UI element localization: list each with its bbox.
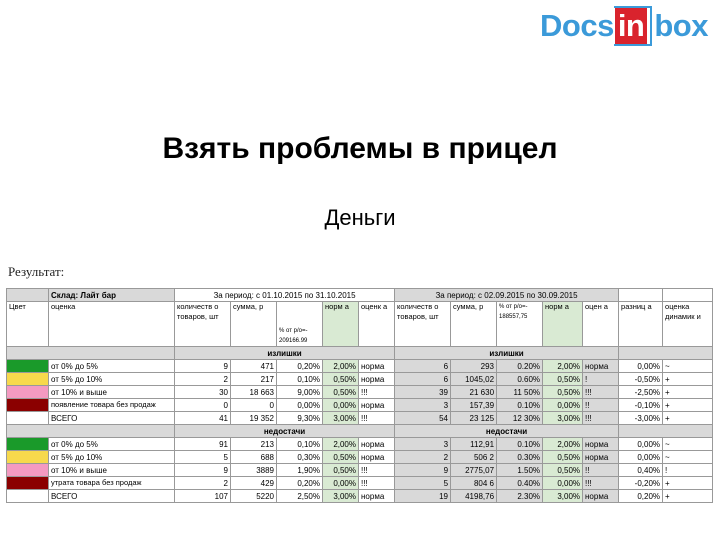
table-row: [7, 477, 713, 490]
qty-period2: 19: [395, 490, 451, 503]
sum-period2: 23 125: [451, 412, 497, 425]
surplus-rows: [7, 360, 713, 425]
rating-period1: норма: [359, 399, 395, 412]
logo-box: box: [654, 8, 708, 43]
sum-period2: 112,91: [451, 438, 497, 451]
pct-period1: 9,30%: [277, 412, 323, 425]
row-label: от 10% и выше: [49, 464, 175, 477]
rating-period2: !!!: [583, 412, 619, 425]
norm-period2: 2,00%: [543, 360, 583, 373]
rating-period2: норма: [583, 360, 619, 373]
period1-label: За период: с 01.10.2015 по 31.10.2015: [175, 289, 395, 302]
sum-period2: 293: [451, 360, 497, 373]
qty-period2: 54: [395, 412, 451, 425]
diff-value: -2,50%: [619, 386, 663, 399]
section-surplus-row: [7, 347, 713, 360]
swatch-fill: [7, 386, 48, 398]
col-rate2-header: оцен а: [583, 302, 619, 347]
rating-period2: !!: [583, 399, 619, 412]
norm-period1: 0,50%: [323, 451, 359, 464]
dynamics-rating: +: [663, 386, 713, 399]
col-norm1-header: норм а: [323, 302, 359, 347]
dynamics-rating: +: [663, 412, 713, 425]
diff-value: 0,00%: [619, 360, 663, 373]
norm-period1: 0,00%: [323, 399, 359, 412]
pct-period1: 1,90%: [277, 464, 323, 477]
rating-period2: норма: [583, 438, 619, 451]
dynamics-rating: +: [663, 373, 713, 386]
col-color-header: Цвет: [7, 302, 49, 347]
row-label: от 0% до 5%: [49, 360, 175, 373]
report-table: [6, 288, 713, 503]
sum-period1: 688: [231, 451, 277, 464]
col-rating-header: оценка: [49, 302, 175, 347]
qty-period1: 41: [175, 412, 231, 425]
dynamics-rating: !: [663, 464, 713, 477]
color-swatch: [7, 477, 49, 490]
slide-subtitle: Деньги: [324, 205, 396, 230]
swatch-fill: [7, 399, 48, 411]
norm-period2: 0,00%: [543, 477, 583, 490]
table-row: [7, 490, 713, 503]
qty-period2: 3: [395, 438, 451, 451]
period2-label: За период: с 02.09.2015 по 30.09.2015: [395, 289, 619, 302]
dynamics-rating: ~: [663, 360, 713, 373]
pct-period1: 0,10%: [277, 438, 323, 451]
col-dyn-header: оценка динамик и: [663, 302, 713, 347]
sum-period1: 5220: [231, 490, 277, 503]
col-rate1-header: оценк а: [359, 302, 395, 347]
table-row: [7, 451, 713, 464]
sum-period1: 0: [231, 399, 277, 412]
sum-period1: 471: [231, 360, 277, 373]
rating-period2: !: [583, 373, 619, 386]
rating-period1: норма: [359, 451, 395, 464]
norm-period1: 0,50%: [323, 373, 359, 386]
qty-period1: 30: [175, 386, 231, 399]
qty-period2: 39: [395, 386, 451, 399]
norm-period1: 2,00%: [323, 438, 359, 451]
header-blank-dyn: [663, 289, 713, 302]
norm-period1: 2,00%: [323, 360, 359, 373]
color-swatch: [7, 438, 49, 451]
sum-period1: 213: [231, 438, 277, 451]
norm-period2: 2,00%: [543, 438, 583, 451]
dynamics-rating: ~: [663, 451, 713, 464]
pct-period2: 0.10%: [497, 438, 543, 451]
pct-period2: 0.20%: [497, 360, 543, 373]
section-blank: [7, 425, 175, 438]
sum-period2: 21 630: [451, 386, 497, 399]
norm-period1: 0,50%: [323, 464, 359, 477]
pct-period2: 0.10%: [497, 399, 543, 412]
qty-period1: 0: [175, 399, 231, 412]
diff-value: -0,10%: [619, 399, 663, 412]
norm-period2: 0,00%: [543, 399, 583, 412]
qty-period1: 9: [175, 464, 231, 477]
diff-value: -0,20%: [619, 477, 663, 490]
sum-period2: 4198,76: [451, 490, 497, 503]
norm-period2: 0,50%: [543, 373, 583, 386]
norm-period2: 0,50%: [543, 451, 583, 464]
pct-period2: 2.30%: [497, 490, 543, 503]
section-blank: [7, 347, 175, 360]
col-qty2-header: количеств о товаров, шт: [395, 302, 451, 347]
table-row: [7, 438, 713, 451]
row-label: от 5% до 10%: [49, 373, 175, 386]
norm-period1: 0,50%: [323, 386, 359, 399]
col-diff-header: разниц а: [619, 302, 663, 347]
table-row: [7, 373, 713, 386]
diff-value: 0,20%: [619, 490, 663, 503]
diff-value: 0,00%: [619, 438, 663, 451]
row-label: от 5% до 10%: [49, 451, 175, 464]
table-row: [7, 399, 713, 412]
row-label: появление товара без продаж: [49, 399, 175, 412]
rating-period2: !!: [583, 464, 619, 477]
sum-period2: 506 2: [451, 451, 497, 464]
section-blank-right: [619, 425, 713, 438]
qty-period2: 5: [395, 477, 451, 490]
pct-period1: 0,20%: [277, 477, 323, 490]
pct-period1: 0,30%: [277, 451, 323, 464]
pct-period1: 0,10%: [277, 373, 323, 386]
swatch-fill: [7, 464, 48, 476]
norm-period1: 3,00%: [323, 412, 359, 425]
sum-period2: 2775,07: [451, 464, 497, 477]
dynamics-rating: +: [663, 399, 713, 412]
sum-period2: 1045,02: [451, 373, 497, 386]
section-shortage-label-2: недостачи: [395, 425, 619, 438]
docsinbox-logo: [540, 6, 708, 46]
norm-period1: 3,00%: [323, 490, 359, 503]
qty-period2: 9: [395, 464, 451, 477]
section-blank-right: [619, 347, 713, 360]
qty-period1: 107: [175, 490, 231, 503]
col-sum1-header: сумма, р: [231, 302, 277, 347]
rating-period1: !!!: [359, 477, 395, 490]
section-surplus-label-2: излишки: [395, 347, 619, 360]
row-label: от 10% и выше: [49, 386, 175, 399]
norm-period1: 0,00%: [323, 477, 359, 490]
table-row: [7, 464, 713, 477]
section-shortage-row: [7, 425, 713, 438]
col-pct2-header: % от р/о=- 188557,75: [497, 302, 543, 347]
qty-period2: 3: [395, 399, 451, 412]
norm-period2: 3,00%: [543, 490, 583, 503]
color-swatch: [7, 464, 49, 477]
pct-period2: 1.50%: [497, 464, 543, 477]
dynamics-rating: ~: [663, 438, 713, 451]
rating-period1: !!!: [359, 386, 395, 399]
swatch-fill: [7, 477, 48, 489]
sum-period2: 157,39: [451, 399, 497, 412]
sum-period1: 18 663: [231, 386, 277, 399]
qty-period1: 9: [175, 360, 231, 373]
color-swatch: [7, 360, 49, 373]
table-row: [7, 386, 713, 399]
row-label: ВСЕГО: [49, 490, 175, 503]
rating-period1: норма: [359, 438, 395, 451]
slide-title: Взять проблемы в прицел: [162, 132, 558, 165]
dynamics-rating: +: [663, 477, 713, 490]
logo-in: in: [615, 8, 648, 44]
rating-period1: норма: [359, 373, 395, 386]
color-swatch: [7, 373, 49, 386]
result-label: Результат:: [8, 264, 65, 279]
color-swatch: [7, 412, 49, 425]
swatch-fill: [7, 373, 48, 385]
color-swatch: [7, 386, 49, 399]
sum-period1: 3889: [231, 464, 277, 477]
dynamics-rating: +: [663, 490, 713, 503]
row-label: утрата товара без продаж: [49, 477, 175, 490]
color-swatch: [7, 490, 49, 503]
rating-period1: !!!: [359, 464, 395, 477]
logo-in-frame: [614, 6, 653, 46]
diff-value: 0,00%: [619, 451, 663, 464]
table-row: [7, 412, 713, 425]
logo-docs: Docs: [540, 8, 614, 43]
pct-period2: 0.40%: [497, 477, 543, 490]
swatch-fill: [7, 451, 48, 463]
rating-period2: норма: [583, 451, 619, 464]
pct-period1: 0,00%: [277, 399, 323, 412]
qty-period1: 5: [175, 451, 231, 464]
row-label: от 0% до 5%: [49, 438, 175, 451]
section-shortage-label-1: недостачи: [175, 425, 395, 438]
qty-period2: 2: [395, 451, 451, 464]
sum-period2: 804 6: [451, 477, 497, 490]
qty-period1: 2: [175, 477, 231, 490]
pct-period2: 0.60%: [497, 373, 543, 386]
diff-value: 0,40%: [619, 464, 663, 477]
rating-period1: !!!: [359, 412, 395, 425]
qty-period1: 2: [175, 373, 231, 386]
rating-period2: !!!: [583, 477, 619, 490]
norm-period2: 0,50%: [543, 386, 583, 399]
col-norm2-header: норм а: [543, 302, 583, 347]
color-swatch: [7, 451, 49, 464]
row-label: ВСЕГО: [49, 412, 175, 425]
rating-period1: норма: [359, 490, 395, 503]
col-qty1-header: количеств о товаров, шт: [175, 302, 231, 347]
pct-period2: 11 50%: [497, 386, 543, 399]
rating-period1: норма: [359, 360, 395, 373]
sum-period1: 429: [231, 477, 277, 490]
header-blank-diff: [619, 289, 663, 302]
diff-value: -3,00%: [619, 412, 663, 425]
rating-period2: норма: [583, 490, 619, 503]
pct-period1: 0,20%: [277, 360, 323, 373]
norm-period2: 0,50%: [543, 464, 583, 477]
swatch-fill: [7, 438, 48, 450]
col-pct1-header: % от р/о=- 209166.99: [277, 302, 323, 347]
col-sum2-header: сумма, р: [451, 302, 497, 347]
pct-period1: 2,50%: [277, 490, 323, 503]
pct-period1: 9,00%: [277, 386, 323, 399]
warehouse-label: Склад: Лайт бар: [49, 289, 175, 302]
header-blank: [7, 289, 49, 302]
rating-period2: !!!: [583, 386, 619, 399]
shortage-rows: [7, 438, 713, 503]
sum-period1: 217: [231, 373, 277, 386]
pct-period2: 0.30%: [497, 451, 543, 464]
table-row: [7, 360, 713, 373]
pct-period2: 12 30%: [497, 412, 543, 425]
qty-period2: 6: [395, 360, 451, 373]
norm-period2: 3,00%: [543, 412, 583, 425]
section-surplus-label-1: излишки: [175, 347, 395, 360]
color-swatch: [7, 399, 49, 412]
swatch-fill: [7, 360, 48, 372]
qty-period1: 91: [175, 438, 231, 451]
sum-period1: 19 352: [231, 412, 277, 425]
qty-period2: 6: [395, 373, 451, 386]
diff-value: -0,50%: [619, 373, 663, 386]
